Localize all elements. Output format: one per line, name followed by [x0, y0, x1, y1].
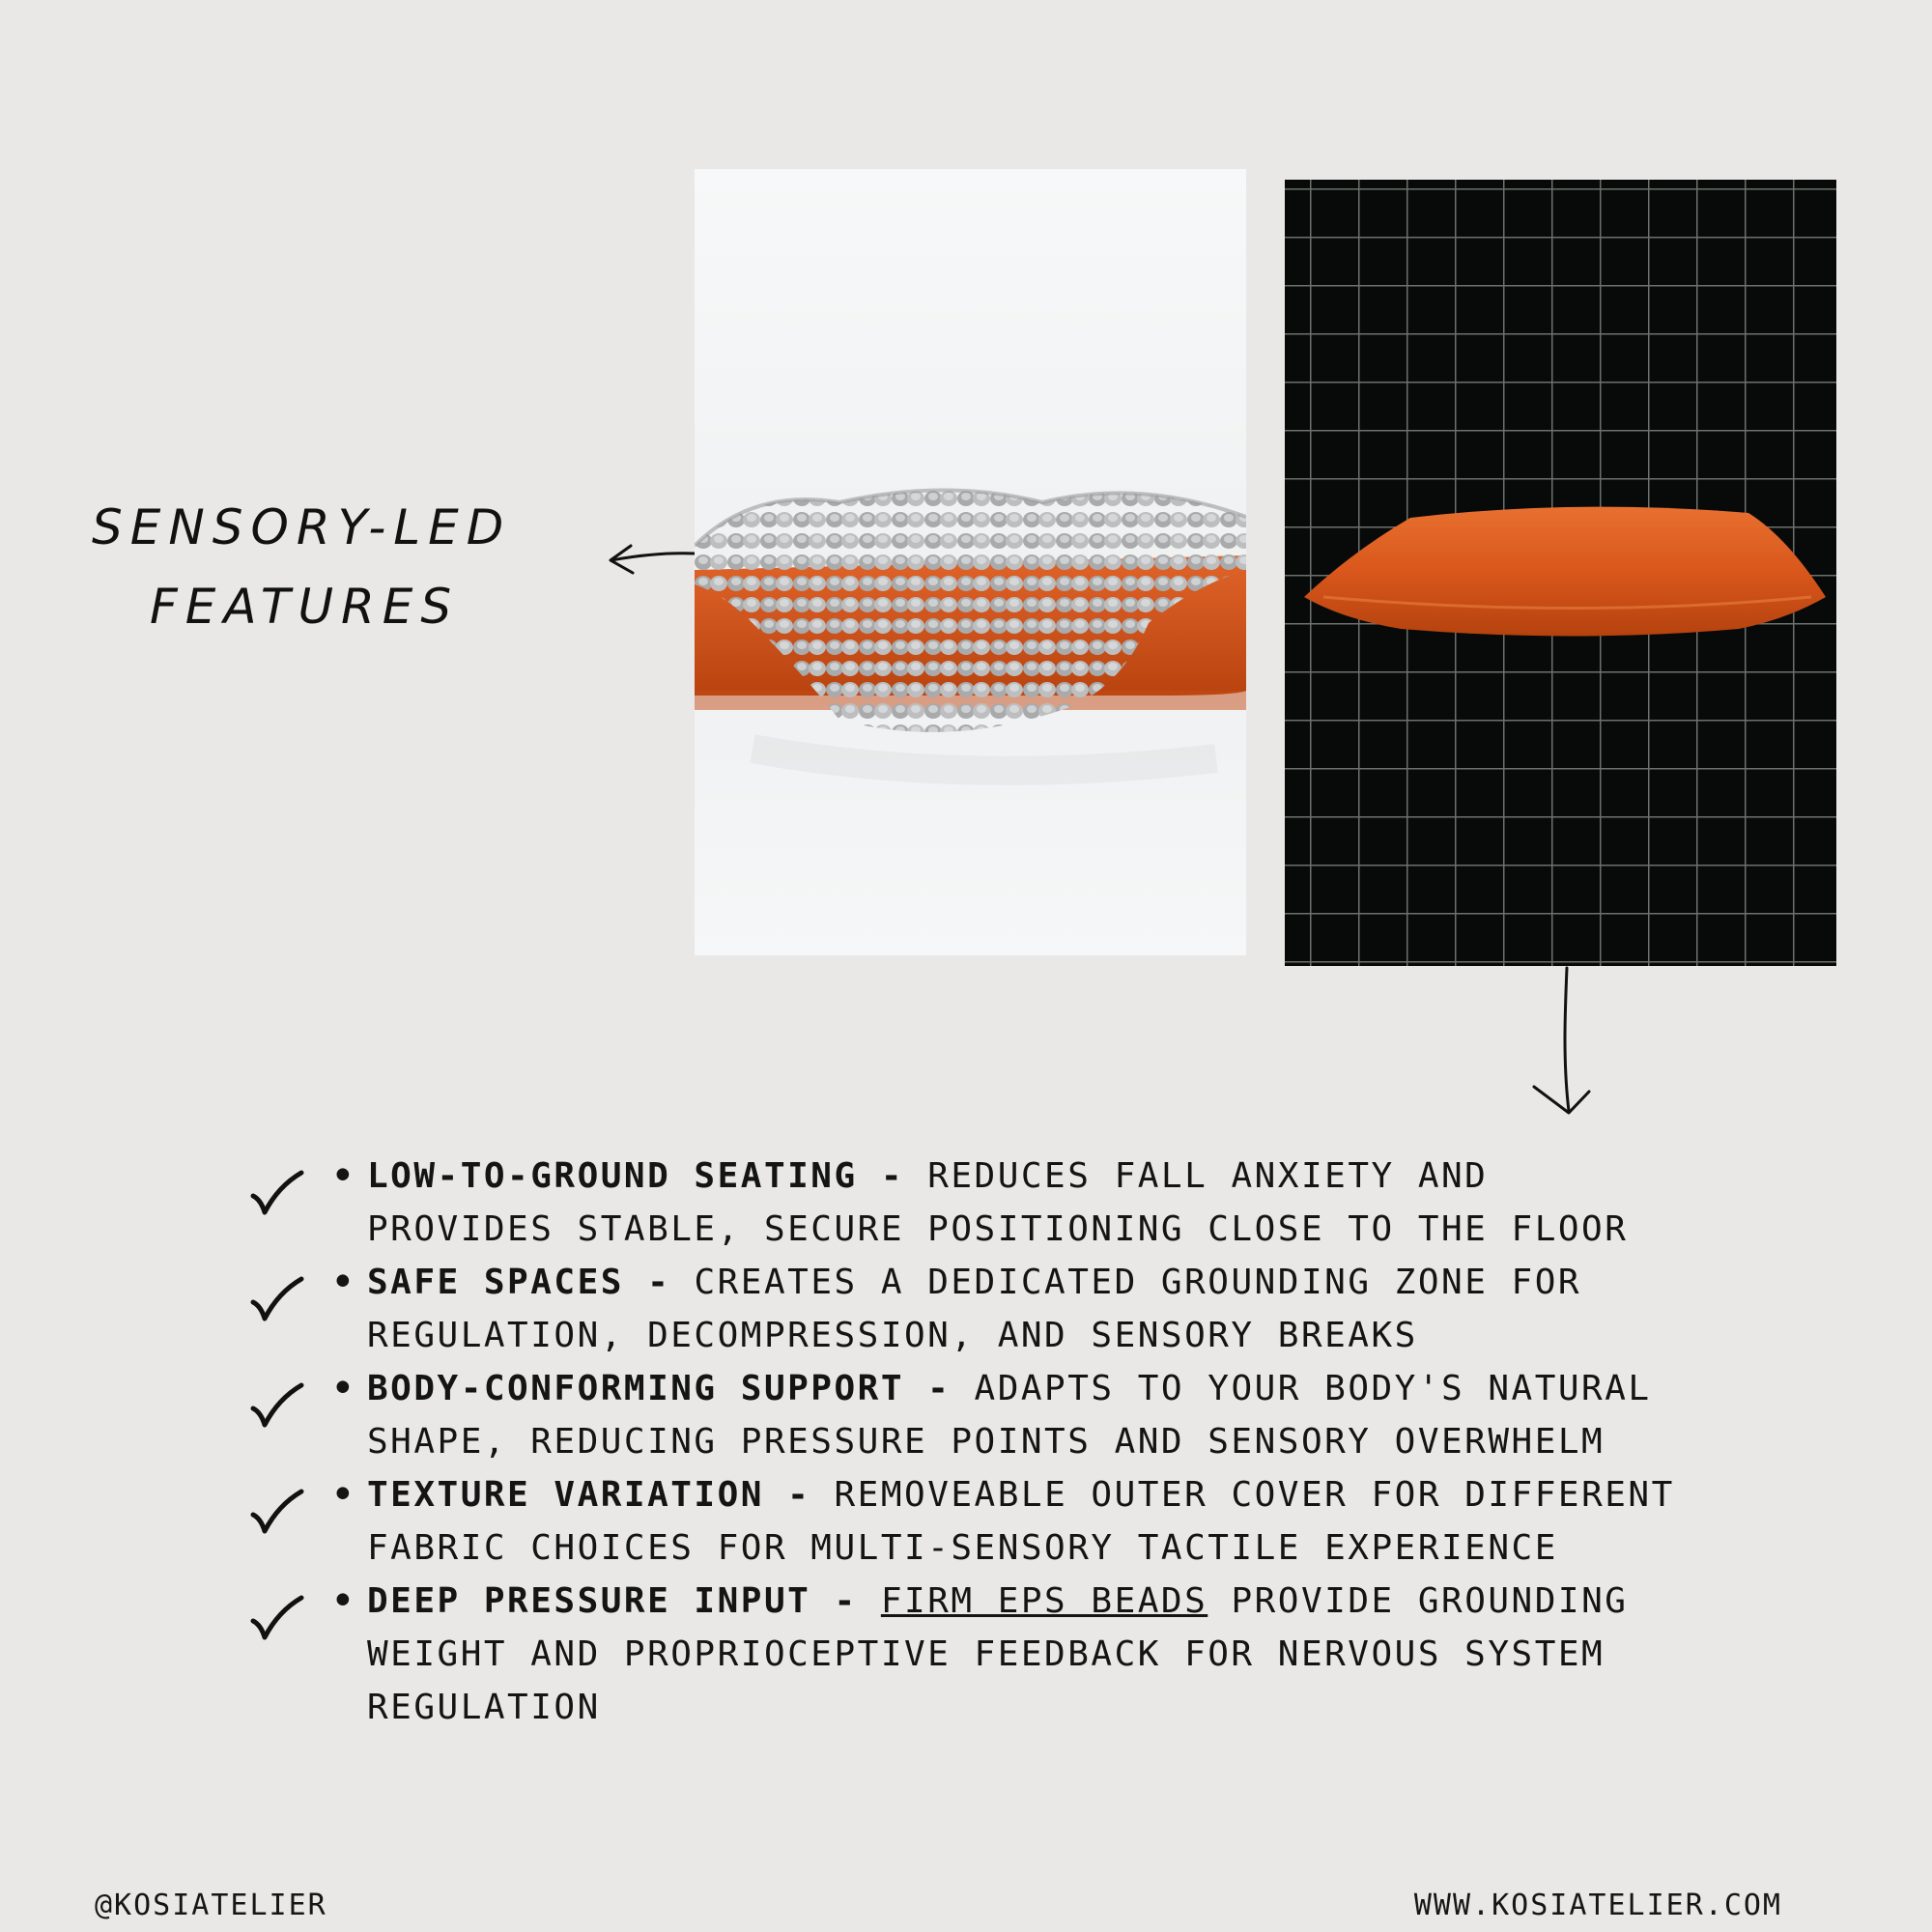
feature-item: [242, 1575, 1690, 1734]
feature-title: BODY-CONFORMING SUPPORT: [367, 1369, 904, 1408]
section-heading: [92, 488, 575, 646]
checkmark-icon: [249, 1169, 305, 1217]
feature-description: ADAPTS TO YOUR BODY'S NATURAL SHAPE, REDUCING PRESSURE POINTS AND SENSORY OVERWHELM: [367, 1369, 1652, 1462]
feature-title: TEXTURE VARIATION: [367, 1475, 764, 1515]
checkmark-icon: [249, 1594, 305, 1642]
feature-description: REDUCES FALL ANXIETY AND PROVIDES STABLE, SECURE POSITIONING CLOSE TO THE FLOOR: [367, 1156, 1629, 1249]
feature-title: SAFE SPACES: [367, 1263, 624, 1302]
feature-title: DEEP PRESSURE INPUT: [367, 1581, 811, 1621]
cushion-grid-photo: [1285, 180, 1836, 966]
bullet: •: [332, 1369, 356, 1408]
heading-line-1: SENSORY-LED: [92, 499, 512, 555]
bullet: •: [332, 1475, 356, 1515]
feature-item: [242, 1150, 1690, 1256]
feature-item: [242, 1256, 1690, 1362]
feature-list: [242, 1150, 1690, 1734]
hand-drawn-arrow-left-icon: [604, 541, 700, 580]
eps-beads-link[interactable]: FIRM EPS BEADS: [880, 1581, 1208, 1621]
feature-dash: -: [623, 1263, 695, 1302]
feature-dash: -: [904, 1369, 975, 1408]
feature-description: CREATES A DEDICATED GROUNDING ZONE FOR REGULATION, DECOMPRESSION, AND SENSORY BREAKS: [367, 1263, 1582, 1355]
heading-line-2: FEATURES: [150, 579, 460, 635]
bullet: •: [332, 1156, 356, 1196]
cushion-blanket-photo: [695, 169, 1246, 955]
social-handle: @KOSIATELIER: [95, 1889, 327, 1922]
checkmark-icon: [249, 1488, 305, 1536]
feature-description: REMOVEABLE OUTER COVER FOR DIFFERENT FABRIC CHOICES FOR MULTI-SENSORY TACTILE EXPERIENCE: [367, 1475, 1675, 1568]
feature-dash: -: [857, 1156, 928, 1196]
website-url: WWW.KOSIATELIER.COM: [1413, 1889, 1782, 1922]
feature-dash: -: [763, 1475, 835, 1515]
hand-drawn-arrow-down-icon: [1526, 966, 1594, 1121]
bullet: •: [332, 1263, 356, 1302]
bullet: •: [332, 1581, 356, 1621]
feature-dash: -: [810, 1581, 881, 1621]
feature-item: [242, 1468, 1690, 1575]
checkmark-icon: [249, 1275, 305, 1323]
feature-description: PROVIDE GROUNDING WEIGHT AND PROPRIOCEPTIVE FEEDBACK FOR NERVOUS SYSTEM REGULATION: [367, 1581, 1629, 1727]
checkmark-icon: [249, 1381, 305, 1430]
feature-item: [242, 1362, 1690, 1468]
feature-title: LOW-TO-GROUND SEATING: [367, 1156, 858, 1196]
